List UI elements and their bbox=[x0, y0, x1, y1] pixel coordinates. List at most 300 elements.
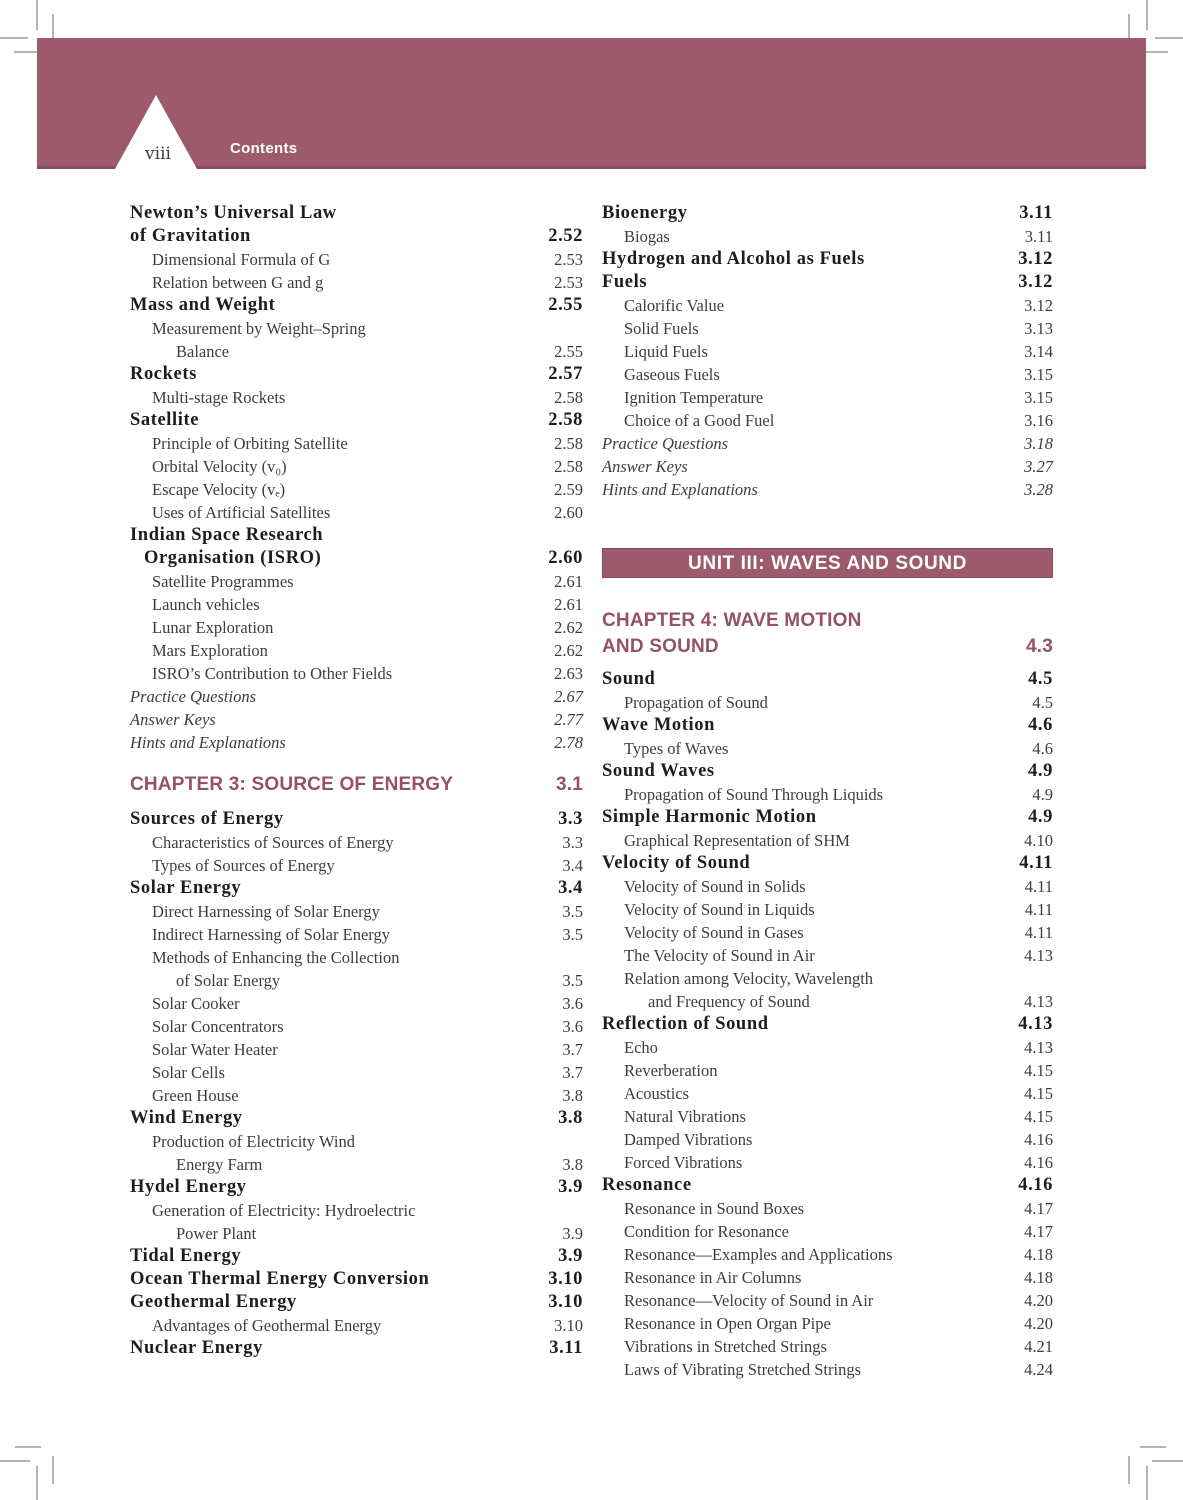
toc-row bbox=[130, 1038, 583, 1061]
toc-page-number: 3.9 bbox=[562, 1224, 583, 1243]
toc-entry-text: Solar Energy bbox=[130, 878, 242, 898]
toc-row bbox=[602, 1013, 1053, 1036]
toc-row bbox=[130, 547, 583, 570]
toc-page-number: 3.15 bbox=[1024, 365, 1053, 384]
toc-row bbox=[130, 1199, 583, 1222]
toc-row bbox=[602, 875, 1053, 898]
toc-page-number: 2.63 bbox=[554, 664, 583, 683]
crop-mark bbox=[15, 1446, 41, 1448]
toc-page-number: 2.61 bbox=[554, 572, 583, 591]
toc-entry-text: Sound bbox=[602, 669, 656, 689]
toc-entry-text: Principle of Orbiting Satellite bbox=[152, 434, 348, 453]
toc-entry-text: of Gravitation bbox=[130, 226, 251, 246]
toc-entry-text: Types of Waves bbox=[624, 739, 729, 758]
toc-page-number: 4.5 bbox=[1028, 669, 1053, 689]
toc-entry-text: Generation of Electricity: Hydroelectric bbox=[152, 1201, 416, 1220]
crop-mark bbox=[52, 14, 54, 40]
toc-page-number: 4.21 bbox=[1024, 1337, 1053, 1356]
toc-row bbox=[130, 1015, 583, 1038]
toc-page-number: 3.11 bbox=[549, 1338, 583, 1358]
toc-entry-text: Characteristics of Sources of Energy bbox=[152, 833, 394, 852]
toc-row bbox=[602, 1220, 1053, 1243]
toc-entry-text: Geothermal Energy bbox=[130, 1292, 297, 1312]
toc-page-number: 3.14 bbox=[1024, 342, 1053, 361]
toc-entry-text: Resonance in Air Columns bbox=[624, 1268, 802, 1287]
toc-page-number: 4.13 bbox=[1024, 946, 1053, 965]
header-bar bbox=[37, 38, 1146, 169]
toc-entry-text: Answer Keys bbox=[602, 457, 688, 476]
toc-column-right bbox=[602, 202, 1053, 1381]
toc-row bbox=[602, 1266, 1053, 1289]
toc-entry-text: Methods of Enhancing the Collection bbox=[152, 948, 400, 967]
toc-row bbox=[602, 363, 1053, 386]
toc-page-number: 2.77 bbox=[554, 710, 583, 729]
toc-page-number: 3.6 bbox=[562, 1017, 583, 1036]
toc-page-number: 4.6 bbox=[1028, 715, 1053, 735]
toc-entry-text: Orbital Velocity (v₀) bbox=[152, 457, 287, 476]
toc-row bbox=[602, 829, 1053, 852]
crop-mark bbox=[36, 1466, 38, 1500]
toc-entry-text: Mass and Weight bbox=[130, 295, 276, 315]
toc-row bbox=[602, 1197, 1053, 1220]
toc-entry-text: Rockets bbox=[130, 364, 197, 384]
toc-entry-text: Resonance bbox=[602, 1175, 692, 1195]
toc-row bbox=[130, 662, 583, 685]
toc-page-number: 2.62 bbox=[554, 641, 583, 660]
toc-row bbox=[130, 639, 583, 662]
toc-row bbox=[130, 409, 583, 432]
toc-entry-text: Resonance in Sound Boxes bbox=[624, 1199, 805, 1218]
toc-row bbox=[602, 852, 1053, 875]
toc-row bbox=[130, 1176, 583, 1199]
toc-page-number: 4.18 bbox=[1024, 1245, 1053, 1264]
toc-entry-text: Practice Questions bbox=[130, 687, 257, 706]
toc-entry-text: Hints and Explanations bbox=[130, 733, 286, 752]
toc-page-number: 2.55 bbox=[554, 342, 583, 361]
toc-row bbox=[602, 317, 1053, 340]
toc-page-number: 4.20 bbox=[1024, 1314, 1053, 1333]
toc-entry-text: Organisation (ISRO) bbox=[144, 548, 322, 568]
toc-spacer bbox=[130, 798, 583, 808]
toc-spacer bbox=[602, 578, 1053, 608]
toc-page-number: 4.17 bbox=[1024, 1222, 1053, 1241]
toc-row bbox=[602, 409, 1053, 432]
toc-row bbox=[602, 1289, 1053, 1312]
toc-entry-text: Relation among Velocity, Wavelength bbox=[624, 969, 874, 988]
toc-page-number: 4.9 bbox=[1028, 807, 1053, 827]
toc-row bbox=[602, 202, 1053, 225]
toc-page-number: 2.53 bbox=[554, 273, 583, 292]
toc-page-number: 3.9 bbox=[558, 1177, 583, 1197]
toc-entry-text: Echo bbox=[624, 1038, 658, 1057]
toc-row bbox=[602, 898, 1053, 921]
toc-row bbox=[602, 714, 1053, 737]
toc-row bbox=[130, 616, 583, 639]
toc-page-number: 3.12 bbox=[1018, 249, 1053, 269]
toc-page-number: 3.9 bbox=[558, 1246, 583, 1266]
toc-page-number: 4.11 bbox=[1024, 923, 1053, 942]
toc-entry-text: Condition for Resonance bbox=[624, 1222, 789, 1241]
toc-entry-text: Tidal Energy bbox=[130, 1246, 242, 1266]
toc-row bbox=[130, 340, 583, 363]
toc-row bbox=[130, 225, 583, 248]
toc-page-number: 4.18 bbox=[1024, 1268, 1053, 1287]
toc-page-number: 3.8 bbox=[558, 1108, 583, 1128]
toc-column-left bbox=[130, 202, 583, 1360]
toc-row bbox=[602, 1151, 1053, 1174]
toc-entry-text: Relation between G and g bbox=[152, 273, 324, 292]
toc-entry-text: Sources of Energy bbox=[130, 809, 284, 829]
toc-row bbox=[602, 1082, 1053, 1105]
toc-row bbox=[130, 969, 583, 992]
toc-row bbox=[602, 806, 1053, 829]
toc-page-number: 3.3 bbox=[558, 809, 583, 829]
toc-entry-text: Hydrogen and Alcohol as Fuels bbox=[602, 249, 865, 269]
toc-entry-text: Gaseous Fuels bbox=[624, 365, 720, 384]
toc-entry-text: Uses of Artificial Satellites bbox=[152, 503, 331, 522]
toc-row bbox=[602, 967, 1053, 990]
toc-entry-text: Multi-stage Rockets bbox=[152, 388, 286, 407]
toc-entry-text: Simple Harmonic Motion bbox=[602, 807, 817, 827]
toc-row bbox=[602, 1105, 1053, 1128]
toc-page-number: 3.8 bbox=[562, 1155, 583, 1174]
toc-entry-text: Newton’s Universal Law bbox=[130, 203, 337, 223]
toc-page-number: 2.53 bbox=[554, 250, 583, 269]
toc-page-number: 2.62 bbox=[554, 618, 583, 637]
toc-row bbox=[130, 294, 583, 317]
toc-entry-text: Indirect Harnessing of Solar Energy bbox=[152, 925, 390, 944]
toc-page-number: 4.15 bbox=[1024, 1061, 1053, 1080]
toc-entry-text: Wave Motion bbox=[602, 715, 715, 735]
toc-page-number: 3.5 bbox=[562, 971, 583, 990]
toc-row bbox=[130, 808, 583, 831]
toc-page-number: 2.61 bbox=[554, 595, 583, 614]
toc-row bbox=[602, 668, 1053, 691]
toc-page-number: 3.8 bbox=[562, 1086, 583, 1105]
toc-entry-text: Types of Sources of Energy bbox=[152, 856, 335, 875]
toc-row bbox=[130, 946, 583, 969]
toc-entry-text: Graphical Representation of SHM bbox=[624, 831, 850, 850]
toc-entry-text: Vibrations in Stretched Strings bbox=[624, 1337, 827, 1356]
toc-row bbox=[130, 1337, 583, 1360]
toc-row bbox=[130, 248, 583, 271]
toc-entry-text: Advantages of Geothermal Energy bbox=[152, 1316, 382, 1335]
toc-page-number: 3.4 bbox=[558, 878, 583, 898]
toc-entry-text: Laws of Vibrating Stretched Strings bbox=[624, 1360, 862, 1379]
toc-entry-text: AND SOUND bbox=[602, 636, 719, 657]
toc-page-number: 2.60 bbox=[548, 548, 583, 568]
crop-mark bbox=[1155, 37, 1183, 39]
toc-entry-text: Resonance in Open Organ Pipe bbox=[624, 1314, 831, 1333]
toc-page-number: 3.28 bbox=[1024, 480, 1053, 499]
toc-page-number: 3.10 bbox=[548, 1269, 583, 1289]
chapter-heading-row bbox=[130, 772, 583, 798]
toc-row bbox=[602, 1312, 1053, 1335]
toc-entry-text: Dimensional Formula of G bbox=[152, 250, 331, 269]
toc-row bbox=[602, 225, 1053, 248]
toc-page-number: 2.58 bbox=[554, 457, 583, 476]
toc-entry-text: Natural Vibrations bbox=[624, 1107, 746, 1126]
toc-entry-text: Solar Cells bbox=[152, 1063, 225, 1082]
toc-entry-text: Forced Vibrations bbox=[624, 1153, 743, 1172]
toc-page-number: 3.10 bbox=[548, 1292, 583, 1312]
toc-row bbox=[602, 1243, 1053, 1266]
toc-page-number: 3.27 bbox=[1024, 457, 1053, 476]
toc-page-number: 2.52 bbox=[548, 226, 583, 246]
toc-page-number: 4.16 bbox=[1018, 1175, 1053, 1195]
toc-entry-text: CHAPTER 4: WAVE MOTION bbox=[602, 610, 862, 631]
toc-page-number: 4.11 bbox=[1019, 853, 1053, 873]
toc-row bbox=[602, 294, 1053, 317]
toc-page-number: 3.4 bbox=[562, 856, 583, 875]
toc-page-number: 4.11 bbox=[1024, 900, 1053, 919]
toc-row bbox=[602, 1335, 1053, 1358]
toc-entry-text: Resonance—Velocity of Sound in Air bbox=[624, 1291, 874, 1310]
toc-page-number: 3.11 bbox=[1024, 227, 1053, 246]
toc-page-number: 2.60 bbox=[554, 503, 583, 522]
toc-page-number: 4.20 bbox=[1024, 1291, 1053, 1310]
toc-entry-text: Wind Energy bbox=[130, 1108, 243, 1128]
toc-row bbox=[130, 923, 583, 946]
toc-row bbox=[602, 990, 1053, 1013]
toc-entry-text: Hints and Explanations bbox=[602, 480, 758, 499]
toc-row bbox=[130, 1268, 583, 1291]
toc-entry-text: Measurement by Weight–Spring bbox=[152, 319, 366, 338]
crop-mark bbox=[1128, 14, 1130, 40]
toc-row bbox=[130, 432, 583, 455]
toc-page-number: 3.10 bbox=[554, 1316, 583, 1335]
toc-row bbox=[130, 1245, 583, 1268]
toc-row bbox=[602, 386, 1053, 409]
toc-entry-text: Fuels bbox=[602, 272, 648, 292]
toc-entry-text: Bioenergy bbox=[602, 203, 688, 223]
toc-entry-text: Escape Velocity (vₑ) bbox=[152, 480, 286, 499]
toc-page-number: 2.59 bbox=[554, 480, 583, 499]
toc-page-number: 4.24 bbox=[1024, 1360, 1053, 1379]
toc-entry-text: Velocity of Sound in Solids bbox=[624, 877, 806, 896]
toc-page-number: 3.16 bbox=[1024, 411, 1053, 430]
toc-entry-text: Velocity of Sound bbox=[602, 853, 751, 873]
toc-entry-text: Solid Fuels bbox=[624, 319, 699, 338]
toc-page-number: 4.5 bbox=[1032, 693, 1053, 712]
toc-entry-text: Liquid Fuels bbox=[624, 342, 708, 361]
toc-page-number: 3.15 bbox=[1024, 388, 1053, 407]
crop-mark bbox=[1128, 1456, 1130, 1484]
toc-page-number: 3.3 bbox=[562, 833, 583, 852]
toc-page-number: 3.1 bbox=[555, 774, 583, 795]
toc-entry-text: Solar Cooker bbox=[152, 994, 240, 1013]
toc-page-number: 3.11 bbox=[1019, 203, 1053, 223]
toc-row bbox=[130, 271, 583, 294]
toc-entry-text: Biogas bbox=[624, 227, 670, 246]
toc-row bbox=[130, 1061, 583, 1084]
toc-entry-text: Propagation of Sound bbox=[624, 693, 768, 712]
toc-row bbox=[130, 455, 583, 478]
toc-entry-text: Solar Water Heater bbox=[152, 1040, 278, 1059]
toc-row bbox=[130, 1130, 583, 1153]
toc-row bbox=[130, 900, 583, 923]
toc-page-number: 2.67 bbox=[554, 687, 583, 706]
toc-entry-text: Indian Space Research bbox=[130, 525, 324, 545]
toc-page-number: 2.57 bbox=[548, 364, 583, 384]
toc-row bbox=[602, 1128, 1053, 1151]
toc-spacer bbox=[130, 754, 583, 772]
toc-page-number: 4.13 bbox=[1018, 1014, 1053, 1034]
toc-row bbox=[602, 455, 1053, 478]
toc-row bbox=[130, 501, 583, 524]
crop-mark bbox=[0, 37, 28, 39]
toc-page-number: 3.5 bbox=[562, 902, 583, 921]
toc-row bbox=[130, 708, 583, 731]
toc-row bbox=[130, 386, 583, 409]
toc-row bbox=[602, 1174, 1053, 1197]
toc-row bbox=[602, 783, 1053, 806]
toc-entry-text: Practice Questions bbox=[602, 434, 729, 453]
toc-entry-text: Satellite Programmes bbox=[152, 572, 294, 591]
toc-entry-text: and Frequency of Sound bbox=[648, 992, 810, 1011]
toc-page-number: 4.15 bbox=[1024, 1107, 1053, 1126]
toc-entry-text: Satellite bbox=[130, 410, 200, 430]
toc-row bbox=[130, 731, 583, 754]
toc-entry-text: Velocity of Sound in Liquids bbox=[624, 900, 815, 919]
toc-page-number: 4.3 bbox=[1025, 636, 1053, 657]
toc-entry-text: Damped Vibrations bbox=[624, 1130, 753, 1149]
toc-row bbox=[130, 363, 583, 386]
toc-row bbox=[130, 992, 583, 1015]
toc-row bbox=[602, 271, 1053, 294]
toc-entry-text: Reflection of Sound bbox=[602, 1014, 769, 1034]
toc-row bbox=[130, 593, 583, 616]
chapter-heading-row bbox=[602, 634, 1053, 660]
toc-row bbox=[130, 317, 583, 340]
toc-entry-text: Nuclear Energy bbox=[130, 1338, 263, 1358]
toc-row bbox=[602, 1358, 1053, 1381]
toc-page-number: 4.16 bbox=[1024, 1130, 1053, 1149]
toc-page-number: 4.6 bbox=[1032, 739, 1053, 758]
toc-row bbox=[130, 1291, 583, 1314]
toc-page-number: 3.18 bbox=[1024, 434, 1053, 453]
toc-page-number: 3.13 bbox=[1024, 319, 1053, 338]
toc-entry-text: Acoustics bbox=[624, 1084, 690, 1103]
chapter-heading-row bbox=[602, 608, 1053, 634]
toc-page-number: 3.12 bbox=[1024, 296, 1053, 315]
toc-row bbox=[130, 877, 583, 900]
toc-row bbox=[130, 831, 583, 854]
toc-entry-text: Production of Electricity Wind bbox=[152, 1132, 355, 1151]
crop-mark bbox=[1152, 1460, 1183, 1462]
toc-row bbox=[130, 1084, 583, 1107]
toc-entry-text: CHAPTER 3: SOURCE OF ENERGY bbox=[130, 774, 454, 795]
toc-entry-text: Lunar Exploration bbox=[152, 618, 274, 637]
toc-entry-text: Answer Keys bbox=[130, 710, 216, 729]
toc-spacer bbox=[602, 501, 1053, 548]
toc-page-number: 4.16 bbox=[1024, 1153, 1053, 1172]
crop-mark bbox=[1146, 0, 1148, 30]
toc-row bbox=[602, 1036, 1053, 1059]
toc-row bbox=[130, 685, 583, 708]
toc-entry-text: Power Plant bbox=[176, 1224, 257, 1243]
toc-page-number: 3.6 bbox=[562, 994, 583, 1013]
toc-entry-text: ISRO’s Contribution to Other Fields bbox=[152, 664, 393, 683]
toc-page-number: 2.58 bbox=[554, 434, 583, 453]
toc-entry-text: Ignition Temperature bbox=[624, 388, 764, 407]
toc-page-number: 3.5 bbox=[562, 925, 583, 944]
toc-page-number: 4.10 bbox=[1024, 831, 1053, 850]
toc-row bbox=[602, 691, 1053, 714]
toc-entry-text: Choice of a Good Fuel bbox=[624, 411, 775, 430]
toc-page-number: 4.13 bbox=[1024, 1038, 1053, 1057]
toc-entry-text: Calorific Value bbox=[624, 296, 725, 315]
page-number: viii bbox=[145, 144, 171, 164]
toc-entry-text: Solar Concentrators bbox=[152, 1017, 284, 1036]
toc-entry-text: Resonance—Examples and Applications bbox=[624, 1245, 893, 1264]
toc-row bbox=[602, 340, 1053, 363]
toc-row bbox=[130, 524, 583, 547]
toc-page-number: 4.9 bbox=[1028, 761, 1053, 781]
toc-row bbox=[602, 944, 1053, 967]
toc-page-number: 4.9 bbox=[1032, 785, 1053, 804]
toc-row bbox=[602, 1059, 1053, 1082]
toc-row bbox=[130, 1314, 583, 1337]
toc-row bbox=[130, 1107, 583, 1130]
toc-entry-text: Reverberation bbox=[624, 1061, 718, 1080]
toc-page-number: 4.15 bbox=[1024, 1084, 1053, 1103]
toc-entry-text: The Velocity of Sound in Air bbox=[624, 946, 815, 965]
toc-row bbox=[602, 478, 1053, 501]
toc-entry-text: Mars Exploration bbox=[152, 641, 268, 660]
unit-banner: UNIT III: WAVES AND SOUND bbox=[602, 548, 1053, 578]
toc-page-number: 4.13 bbox=[1024, 992, 1053, 1011]
crop-mark bbox=[1140, 1446, 1166, 1448]
toc-row bbox=[602, 737, 1053, 760]
toc-entry-text: Propagation of Sound Through Liquids bbox=[624, 785, 884, 804]
toc-page-number: 2.78 bbox=[554, 733, 583, 752]
toc-page-number: 3.7 bbox=[562, 1063, 583, 1082]
toc-row bbox=[130, 1153, 583, 1176]
toc-page-number: 2.58 bbox=[554, 388, 583, 407]
toc-entry-text: Velocity of Sound in Gases bbox=[624, 923, 804, 942]
toc-page-number: 3.7 bbox=[562, 1040, 583, 1059]
contents-title: Contents bbox=[230, 140, 298, 157]
toc-row bbox=[130, 1222, 583, 1245]
toc-page-number: 4.17 bbox=[1024, 1199, 1053, 1218]
toc-entry-text: Energy Farm bbox=[176, 1155, 263, 1174]
toc-entry-text: of Solar Energy bbox=[176, 971, 281, 990]
toc-row bbox=[602, 248, 1053, 271]
toc-page-number: 2.58 bbox=[548, 410, 583, 430]
toc-page-number: 3.12 bbox=[1018, 272, 1053, 292]
toc-row bbox=[130, 854, 583, 877]
toc-row bbox=[602, 921, 1053, 944]
toc-entry-text: Sound Waves bbox=[602, 761, 715, 781]
toc-row bbox=[602, 432, 1053, 455]
toc-entry-text: Ocean Thermal Energy Conversion bbox=[130, 1269, 430, 1289]
toc-spacer bbox=[602, 660, 1053, 668]
toc-row bbox=[130, 202, 583, 225]
toc-row bbox=[130, 478, 583, 501]
toc-entry-text: Hydel Energy bbox=[130, 1177, 247, 1197]
toc-entry-text: Green House bbox=[152, 1086, 239, 1105]
toc-row bbox=[130, 570, 583, 593]
toc-entry-text: Launch vehicles bbox=[152, 595, 260, 614]
crop-mark bbox=[36, 0, 38, 30]
crop-mark bbox=[52, 1456, 54, 1484]
toc-page-number: 2.55 bbox=[548, 295, 583, 315]
toc-page-number: 4.11 bbox=[1024, 877, 1053, 896]
crop-mark bbox=[1146, 1466, 1148, 1500]
toc-row bbox=[602, 760, 1053, 783]
toc-entry-text: Direct Harnessing of Solar Energy bbox=[152, 902, 380, 921]
